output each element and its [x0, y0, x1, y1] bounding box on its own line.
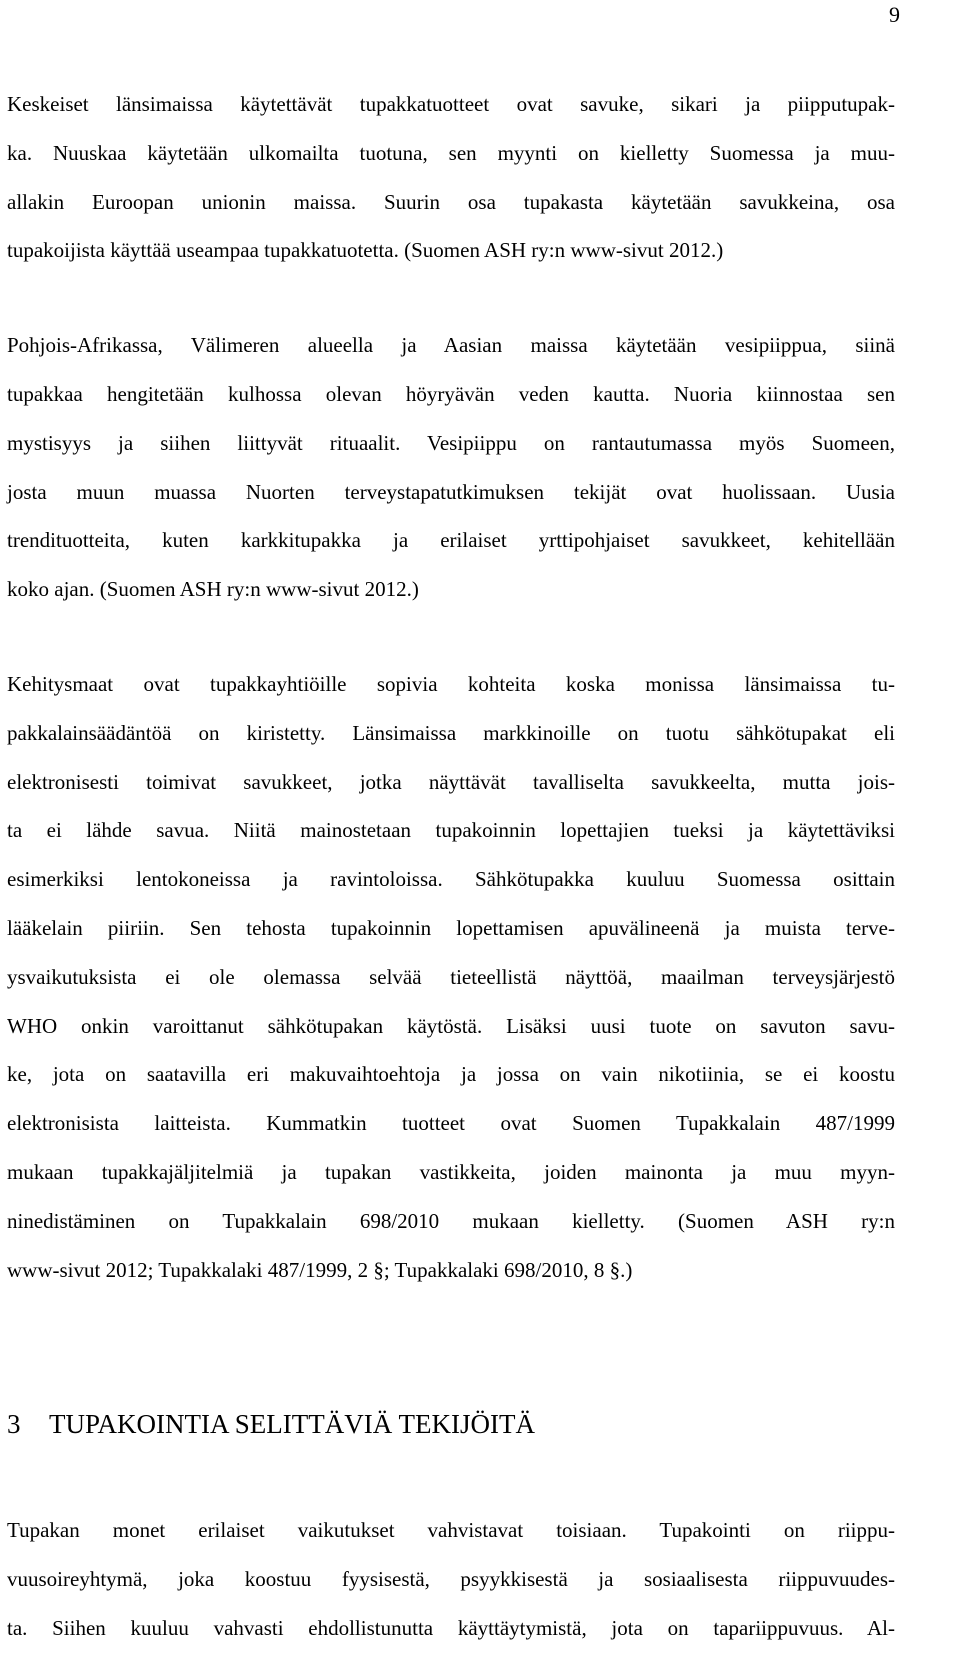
paragraph-developing-countries [7, 660, 895, 1294]
text-line: www-sivut 2012; Tupakkalaki 487/1999, 2 §; Tupakkalaki 698/2010, 8 §.) [7, 1257, 633, 1282]
text-line: ta. Siihen kuuluu vahvasti ehdollistunutta käyttäytymistä, jota on tapariippuvuus. Al- [7, 1615, 895, 1640]
text-line: WHO onkin varoittanut sähkötupakan käytöstä. Lisäksi uusi tuote on savuton savu- [7, 1013, 895, 1038]
text-line: ysvaikutuksista ei ole olemassa selvää tieteellistä näyttöä, maailman terveysjärjestö [7, 964, 895, 989]
text-line: Pohjois-Afrikassa, Välimeren alueella ja Aasian maissa käytetään vesipiippua, siinä [7, 333, 895, 358]
text-line: elektronisesti toimivat savukkeet, jotka näyttävät tavalliselta savukkeelta, mutta jois- [7, 769, 895, 794]
paragraph-water-pipe [7, 321, 895, 614]
text-line: elektronisista laitteista. Kummatkin tuotteet ovat Suomen Tupakkalain 487/1999 [7, 1111, 895, 1136]
text-line: Tupakan monet erilaiset vaikutukset vahvistavat toisiaan. Tupakointi on riippu- [7, 1518, 895, 1543]
text-line: mukaan tupakkajäljitelmiä ja tupakan vastikkeita, joiden mainonta ja muu myyn- [7, 1159, 895, 1184]
text-line: ke, jota on saatavilla eri makuvaihtoehtoja ja jossa on vain nikotiinia, se ei koostu [7, 1062, 895, 1087]
text-line: lääkelain piiriin. Sen tehosta tupakoinnin lopettamisen apuvälineenä ja muista terve- [7, 915, 895, 940]
text-line: ka. Nuuskaa käytetään ulkomailta tuotuna, sen myynti on kielletty Suomessa ja muu- [7, 140, 895, 165]
text-line: mystisyys ja siihen liittyvät rituaalit. Vesipiippu on rantautumassa myös Suomeen, [7, 430, 895, 455]
text-line: josta muun muassa Nuorten terveystapatutkimuksen tekijät ovat huolissaan. Uusia [7, 479, 895, 504]
text-line: trendituotteita, kuten karkkitupakka ja erilaiset yrttipohjaiset savukkeet, kehitellään [7, 528, 895, 553]
text-line: allakin Euroopan unionin maissa. Suurin osa tupakasta käytetään savukkeina, osa [7, 189, 895, 214]
section-title: TUPAKOINTIA SELITTÄVIÄ TEKIJÖITÄ [49, 1409, 535, 1440]
paragraph-tobacco-products [7, 80, 895, 275]
text-line: Keskeiset länsimaissa käytettävät tupakkatuotteet ovat savuke, sikari ja piipputupak- [7, 92, 895, 116]
text-line: vuusoireyhtymä, joka koostuu fyysisestä, psyykkisestä ja sosiaalisesta riippuvuudes- [7, 1567, 895, 1592]
text-line: esimerkiksi lentokoneissa ja ravintoloissa. Sähkötupakka kuuluu Suomessa osittain [7, 867, 895, 892]
paragraph-tobacco-effects [7, 1506, 895, 1652]
text-line: ninedistäminen on Tupakkalain 698/2010 mukaan kielletty. (Suomen ASH ry:n [7, 1208, 895, 1233]
text-line: Kehitysmaat ovat tupakkayhtiöille sopivia kohteita koska monissa länsimaissa tu- [7, 671, 895, 696]
page-number: 9 [889, 2, 900, 27]
text-line: tupakkaa hengitetään kulhossa olevan höyryävän veden kautta. Nuoria kiinnostaa sen [7, 381, 895, 406]
text-line: tupakoijista käyttää useampaa tupakkatuotetta. (Suomen ASH ry:n www-sivut 2012.) [7, 238, 724, 263]
section-heading [7, 1404, 895, 1444]
text-line: ta ei lähde savua. Niitä mainostetaan tupakoinnin lopettajien tueksi ja käytettäviksi [7, 818, 895, 843]
document-body [7, 80, 895, 1653]
text-line: koko ajan. (Suomen ASH ry:n www-sivut 2012.) [7, 577, 419, 602]
text-line: pakkalainsäädäntöä on kiristetty. Länsimaissa markkinoille on tuotu sähkötupakat eli [7, 720, 895, 745]
section-number: 3 [7, 1409, 21, 1440]
